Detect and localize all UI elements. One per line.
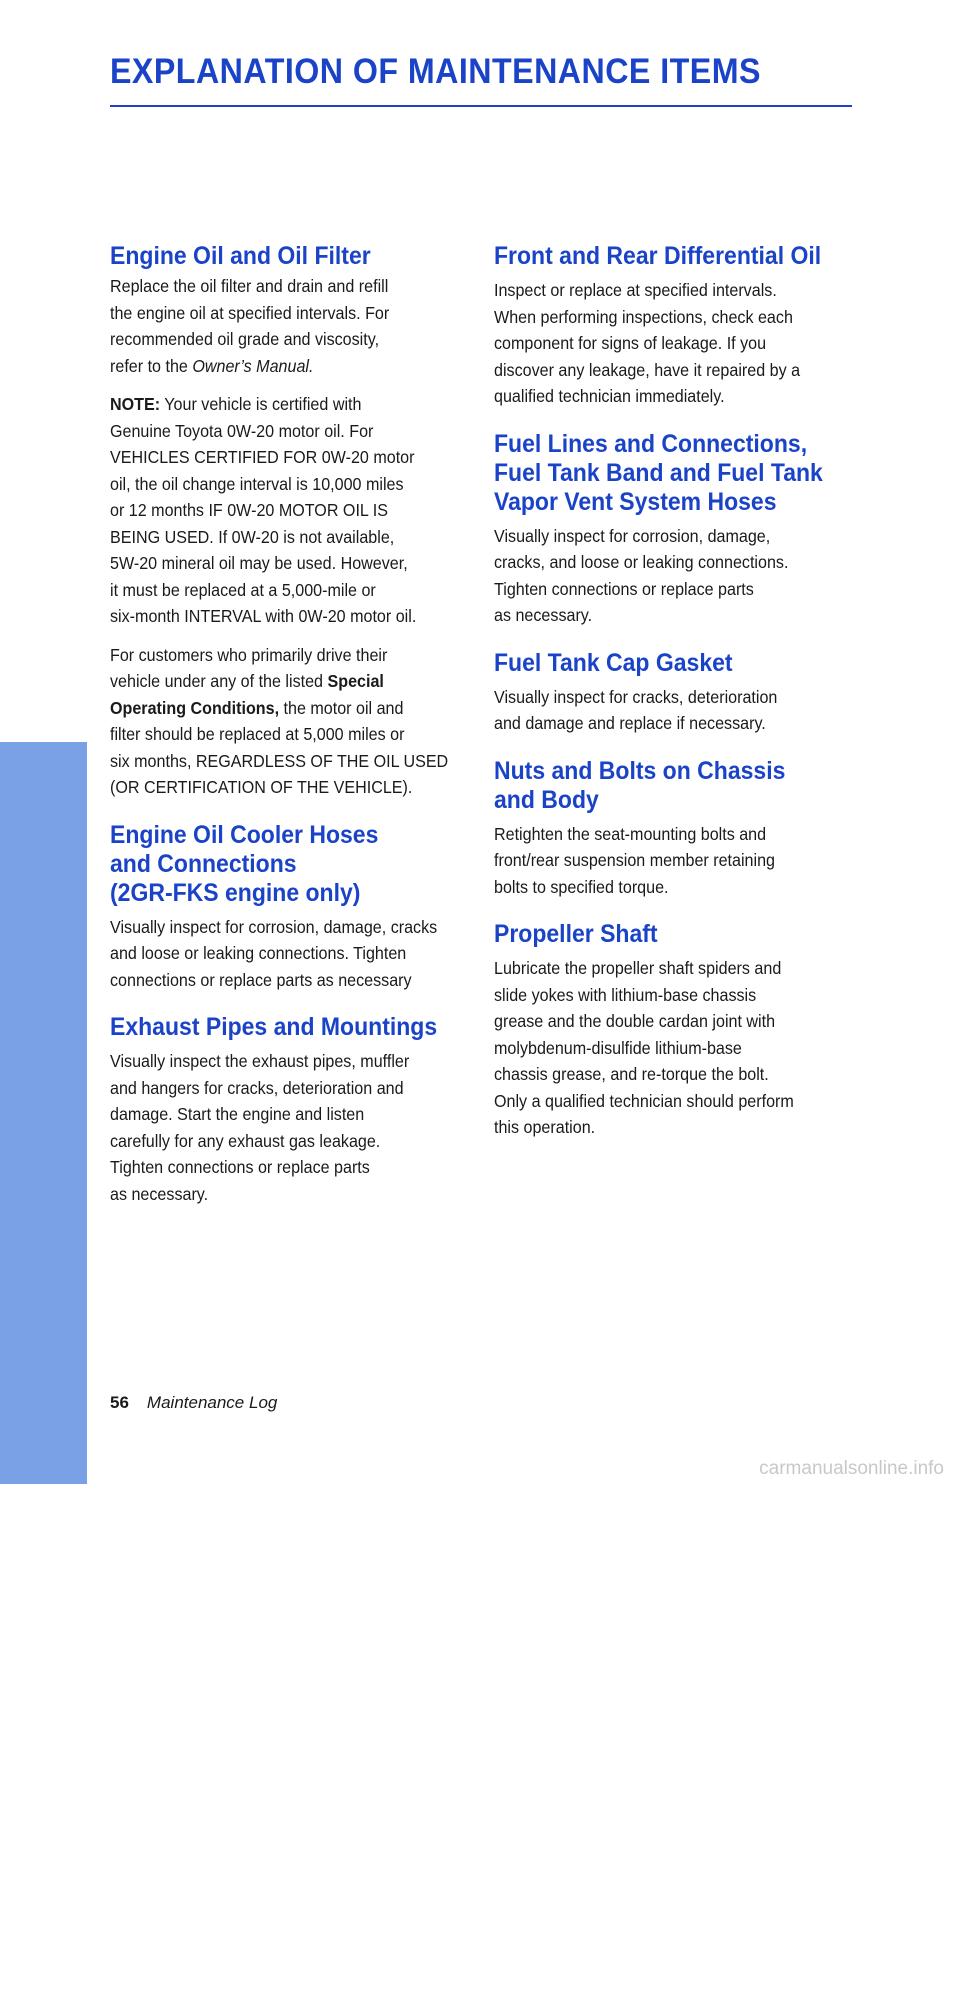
heading-exhaust: Exhaust Pipes and Mountings [110, 1013, 438, 1041]
fuel-cap-text: Visually inspect for cracks, deterioration and damage and replace if necessary. [494, 686, 778, 733]
engine-oil-paragraph [110, 273, 468, 379]
footer-label: Maintenance Log [146, 1393, 278, 1412]
section-side-tab [0, 742, 87, 1989]
section-engine-oil [110, 242, 470, 801]
heading-nuts-bolts: Nuts and Bolts on Chassis and Body [494, 756, 786, 814]
side-tab-label: MAINTENANCE [25, 1715, 60, 1989]
heading-engine-oil: Engine Oil and Oil Filter [110, 242, 371, 270]
section-oil-cooler [110, 821, 470, 994]
special-conditions-text-a: For customers who primarily drive their vehicle under any of the listed [110, 644, 388, 691]
heading-differential: Front and Rear Differential Oil [494, 242, 822, 270]
exhaust-text: Visually inspect the exhaust pipes, muffler and hangers for cracks, deterioration and damage. Start the engine and listen carefully for any exhaust gas leakage. Tighten connections or replace parts as necessary. [110, 1051, 410, 1204]
note-label: NOTE: [110, 394, 161, 414]
note-text: Your vehicle is certified with Genuine Toyota 0W-20 motor oil. For VEHICLES CERTIFIED FOR 0W-20 motor oil, the oil change interval is 10,000 miles or 12 months IF 0W-20 MOTOR OIL IS BEING USED. If 0W-20 is not available, 5W-20 mineral oil may be used. However, it must be replaced at a 5,000-mile or six-month INTERVAL with 0W-20 motor oil. [110, 394, 417, 626]
oil-cooler-text: Visually inspect for corrosion, damage, cracks and loose or leaking connections. Tighten connections or replace parts as necessary [110, 916, 438, 990]
right-column [494, 242, 839, 1161]
fuel-lines-text: Visually inspect for corrosion, damage, cracks, and loose or leaking connections. Tighten connections or replace parts as necessary. [494, 525, 789, 625]
section-propeller [494, 920, 839, 1141]
page-footer [110, 1393, 277, 1413]
page-number: 56 [110, 1393, 129, 1412]
title-divider [110, 105, 852, 107]
section-fuel-cap [494, 649, 839, 737]
left-column [110, 242, 470, 1227]
heading-fuel-cap: Fuel Tank Cap Gasket [494, 648, 733, 677]
owners-manual-reference: Owner’s Manual. [192, 355, 314, 376]
heading-oil-cooler: Engine Oil Cooler Hoses and Connections (2GR-FKS engine only) [110, 820, 379, 907]
page-title: EXPLANATION OF MAINTENANCE ITEMS [110, 52, 761, 91]
watermark: carmanualsonline.info [759, 1458, 944, 1479]
section-exhaust [110, 1013, 470, 1207]
heading-propeller: Propeller Shaft [494, 920, 658, 948]
heading-fuel-lines: Fuel Lines and Connections, Fuel Tank Band and Fuel Tank Vapor Vent System Hoses [494, 429, 823, 516]
special-conditions-paragraph [110, 642, 468, 801]
section-nuts-bolts [494, 757, 839, 901]
engine-oil-text: Replace the oil filter and drain and refill the engine oil at specified intervals. For recommended oil grade and viscosity, refer to the [110, 276, 390, 376]
special-conditions-text-b: the motor oil and filter should be replaced at 5,000 miles or six months, REGARDLESS OF THE OIL USED (OR CERTIFICATION OF THE VEHICLE). [110, 697, 449, 797]
section-fuel-lines [494, 430, 839, 629]
section-differential [494, 242, 839, 410]
propeller-text: Lubricate the propeller shaft spiders and slide yokes with lithium-base chassis grease and the double cardan joint with molybdenum-disulfide lithium-base chassis grease, and re-torque the bolt. Only a qualified technician should perform this operation. [494, 958, 794, 1137]
differential-text: Inspect or replace at specified intervals. When performing inspections, check each component for signs of leakage. If you discover any leakage, have it repaired by a qualified technician immediately. [494, 280, 801, 406]
engine-oil-note [110, 391, 468, 630]
special-conditions-term: Special Operating Conditions, [110, 671, 384, 718]
nuts-bolts-text: Retighten the seat-mounting bolts and front/rear suspension member retaining bolts to specified torque. [494, 823, 776, 897]
